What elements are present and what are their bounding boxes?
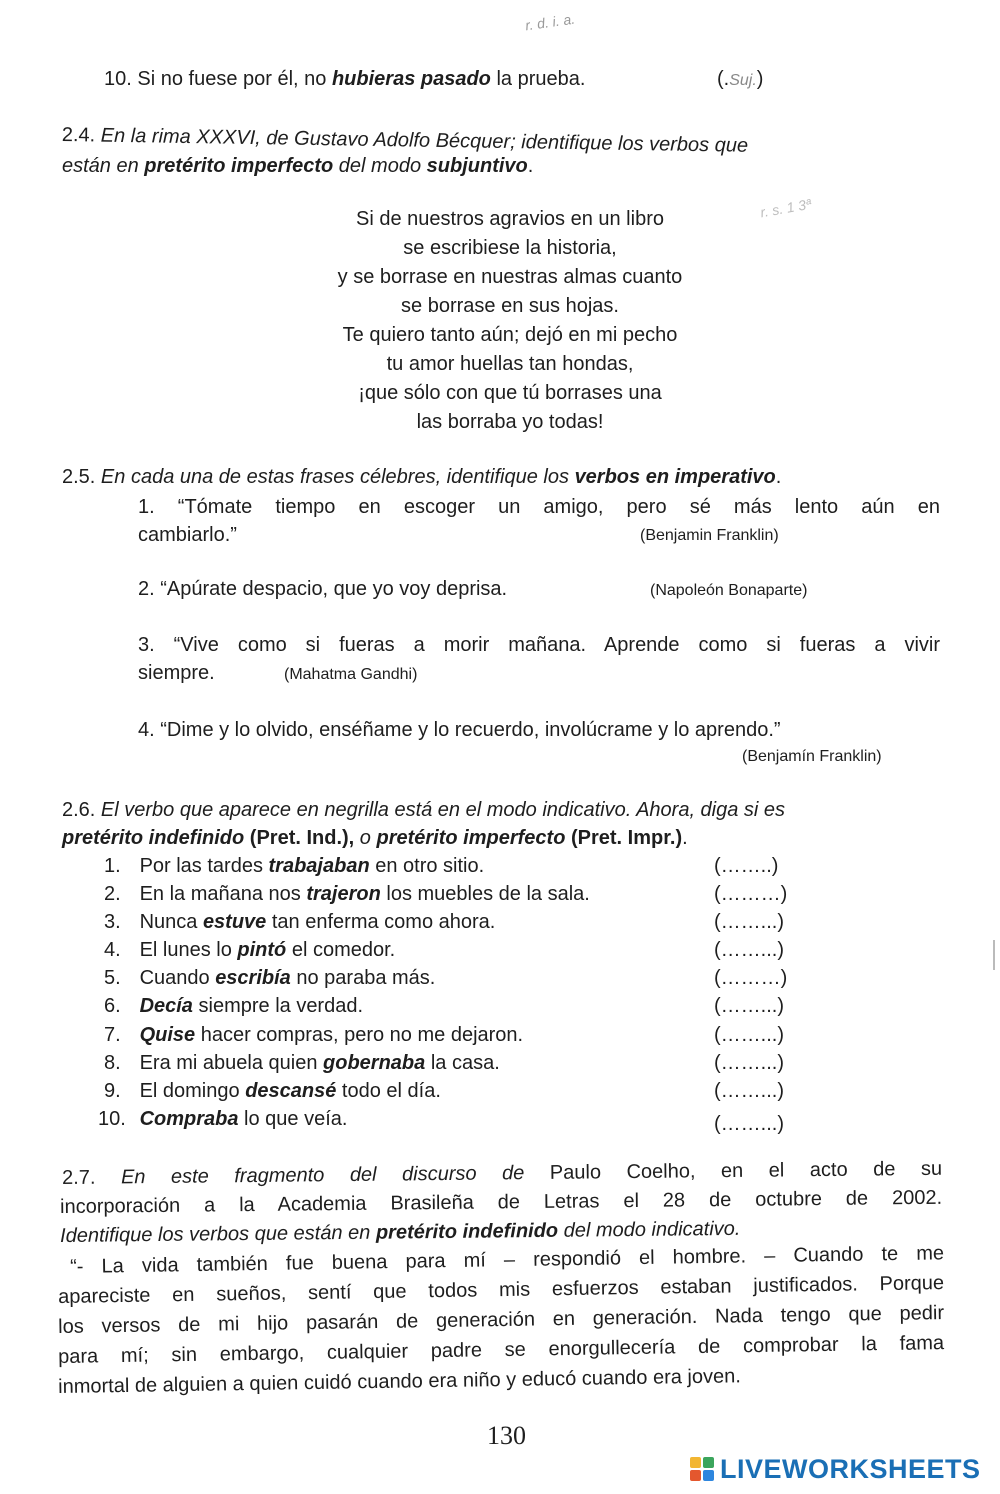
answer-blank[interactable]: (……...)	[714, 1080, 784, 1102]
poem-line: tu amor huellas tan hondas,	[386, 353, 634, 375]
section-2-7-bold: pretérito indefinido	[375, 1219, 559, 1244]
item-10-before: Si no fuese por él, no	[137, 68, 327, 90]
quote-3-author: (Mahatma Gandhi)	[284, 666, 418, 683]
item-verb: estuve	[202, 911, 267, 933]
section-2-7-text-c: Identifique los verbos que están en	[60, 1221, 371, 1247]
coelho-quote-line: para mí; sin embargo, cualquier padre se enorgullecería de comprobar la fama	[58, 1332, 945, 1368]
logo-square-icon	[690, 1470, 701, 1481]
quote-4-author: (Benjamín Franklin)	[742, 748, 882, 765]
item-verb: gobernaba	[323, 1052, 426, 1074]
quote-1-author: (Benjamin Franklin)	[640, 527, 779, 544]
item-verb: Decía	[139, 995, 193, 1017]
header-scribble: r. d. i. a.	[524, 10, 576, 34]
section-2-5-end: .	[775, 466, 782, 488]
poem-line: ¡que sólo con que tú borrases una	[358, 382, 662, 404]
item-text-after: el comedor.	[291, 939, 396, 961]
liveworksheets-logo-icon	[690, 1457, 714, 1481]
section-2-4-end: .	[527, 155, 534, 177]
answer-blank[interactable]: (……...)	[714, 995, 784, 1017]
coelho-quote-line: inmortal de alguien a quien cuidó cuando era niño y educó cuando era joven.	[58, 1365, 741, 1398]
item-number: 6.	[104, 995, 121, 1017]
section-2-7-title-line-3	[60, 1218, 741, 1248]
section-2-5-text: En cada una de estas frases célebres, identifique los	[100, 466, 569, 488]
quote-4: 4. “Dime y lo olvido, enséñame y lo recuerdo, involúcrame y lo aprendo.”	[138, 719, 781, 741]
item-text-after: hacer compras, pero no me dejaron.	[200, 1024, 524, 1046]
poem-line: las borraba yo todas!	[416, 411, 604, 433]
quote-3-line-1: 3. “Vive como si fueras a morir mañana. Aprende como si fueras a vivir	[138, 634, 940, 656]
item-number: 5.	[104, 967, 121, 989]
quote-2-author: (Napoleón Bonaparte)	[650, 582, 808, 599]
section-2-5-bold: verbos en imperativo	[574, 466, 776, 488]
quote-1-line-2: cambiarlo.”	[138, 524, 237, 546]
quote-2: 2. “Apúrate despacio, que yo voy deprisa.	[138, 578, 508, 600]
section-2-5-number: 2.5.	[62, 466, 96, 488]
item-verb: trabajaban	[268, 855, 370, 877]
answer-blank[interactable]: (……...)	[714, 1052, 784, 1074]
exercise-item	[104, 939, 395, 962]
label-pret-ind-abbr: (Pret. Ind.),	[249, 827, 355, 849]
item-number: 10.	[98, 1108, 126, 1130]
item-10-handwritten-answer: Suj.	[729, 72, 757, 89]
item-10-line	[104, 68, 585, 91]
item-number: 7.	[104, 1024, 121, 1046]
item-text-before: Era mi abuela quien	[139, 1052, 318, 1074]
item-verb: Quise	[139, 1024, 196, 1046]
item-text-after: en otro sitio.	[375, 855, 485, 877]
section-2-4-number: 2.4.	[61, 124, 96, 147]
poem-rima-xxxvi	[300, 205, 720, 437]
item-10-number: 10.	[104, 68, 132, 90]
exercise-item	[104, 995, 363, 1018]
section-2-6-title	[62, 799, 785, 822]
item-verb: Compraba	[139, 1108, 239, 1130]
poem-line: y se borrase en nuestras almas cuanto	[337, 266, 683, 288]
item-text-before: En la mañana nos	[139, 883, 301, 905]
section-2-4-text-a: están en	[62, 155, 139, 177]
poem-line: Te quiero tanto aún; dejó en mi pecho	[342, 324, 678, 346]
section-2-7-text-a: En este fragmento del discurso de	[120, 1162, 525, 1189]
item-text-before: Nunca	[139, 911, 198, 933]
item-text-after: lo que veía.	[244, 1108, 348, 1130]
exercise-item	[104, 883, 590, 906]
item-text-after: no paraba más.	[296, 967, 436, 989]
answer-blank[interactable]: (………)	[714, 883, 788, 905]
quote-1-line-1: 1. “Tómate tiempo en escoger un amigo, pero sé más lento aún en	[138, 496, 940, 518]
exercise-item	[104, 967, 435, 990]
section-2-5-title	[62, 466, 781, 489]
section-2-7-text-b: Paulo Coelho, en el acto de su	[549, 1157, 943, 1184]
item-number: 4.	[104, 939, 121, 961]
item-verb: pintó	[237, 939, 287, 961]
coelho-quote-line: “- La vida también fue buena para mí – respondió el hombre. – Cuando te me	[70, 1242, 945, 1278]
item-number: 3.	[104, 911, 121, 933]
item-text-after: tan enferma como ahora.	[271, 911, 496, 933]
item-text-after: la casa.	[430, 1052, 500, 1074]
page-number: 130	[487, 1421, 526, 1450]
item-text-before: Por las tardes	[139, 855, 263, 877]
section-2-4-bold-mode: subjuntivo	[426, 155, 528, 177]
item-number: 9.	[104, 1080, 121, 1102]
label-end: .	[682, 827, 688, 849]
item-verb: descansé	[245, 1080, 337, 1102]
exercise-item	[104, 911, 495, 934]
section-2-4-text-b: del modo	[338, 155, 422, 177]
quote-3-line-2: siempre.	[138, 662, 215, 684]
section-2-6-subtitle	[62, 827, 688, 850]
section-2-6-instructions: El verbo que aparece en negrilla está en el modo indicativo. Ahora, diga si es	[100, 799, 786, 821]
section-2-4-bold-tense: pretérito imperfecto	[144, 155, 334, 177]
exercise-item	[98, 1108, 347, 1131]
label-pret-indefinido: pretérito indefinido	[62, 827, 245, 849]
item-10-after: la prueba.	[496, 68, 586, 90]
exercise-item	[104, 1080, 441, 1103]
exercise-item	[104, 855, 484, 878]
item-number: 1.	[104, 855, 121, 877]
section-2-7-title-line-2: incorporación a la Academia Brasileña de Letras el 28 de octubre de 2002.	[60, 1186, 943, 1218]
liveworksheets-logo[interactable]	[690, 1452, 981, 1486]
item-text-after: todo el día.	[341, 1080, 441, 1102]
answer-blank[interactable]: (……...)	[714, 911, 784, 933]
item-verb: trajeron	[306, 883, 381, 905]
answer-blank[interactable]: (……...)	[714, 939, 784, 961]
section-2-7-number: 2.7.	[62, 1166, 96, 1189]
item-text-before: El lunes lo	[139, 939, 232, 961]
answer-blank[interactable]: (………)	[714, 967, 788, 989]
section-2-7-title-line-1	[62, 1158, 942, 1190]
poem-line: Si de nuestros agravios en un libro	[356, 208, 664, 230]
label-o: o	[359, 827, 371, 849]
logo-square-icon	[703, 1457, 714, 1468]
poem-line: se escribiese la historia,	[403, 237, 617, 259]
margin-note: r. s. 1 3ª	[759, 195, 813, 221]
item-10-answer[interactable]	[717, 68, 763, 91]
item-text-after: siempre la verdad.	[198, 995, 364, 1017]
coelho-quote-line: apareciste en sueños, sentí que todos mis esfuerzos estaban justificados. Porque	[58, 1272, 945, 1308]
section-2-4-subtitle	[62, 155, 533, 178]
label-pret-imperfecto: pretérito imperfecto	[376, 827, 566, 849]
item-text-after: los muebles de la sala.	[386, 883, 590, 905]
answer-blank[interactable]: (……...)	[714, 1024, 784, 1046]
item-number: 8.	[104, 1052, 121, 1074]
label-pret-impr-abbr: (Pret. Impr.)	[570, 827, 683, 849]
section-2-6-number: 2.6.	[62, 799, 96, 821]
section-2-4-line1: En la rima XXXVI, de Gustavo Adolfo Bécquer; identifique los verbos que	[100, 124, 749, 157]
coelho-quote-line: los versos de mi hijo pasarán de generación en generación. Nada tengo que pedir	[58, 1302, 945, 1338]
item-text-before: El domingo	[139, 1080, 240, 1102]
item-number: 2.	[104, 883, 121, 905]
poem-line: se borrase en sus hojas.	[401, 295, 619, 317]
item-10-answer-close: )	[756, 68, 764, 90]
section-2-4-title	[62, 124, 749, 158]
item-10-verb: hubieras pasado	[331, 68, 491, 90]
answer-blank[interactable]: (……...)	[714, 1113, 784, 1135]
answer-blank[interactable]: (……..)	[714, 855, 779, 877]
item-verb: escribía	[215, 967, 291, 989]
logo-square-icon	[703, 1470, 714, 1481]
scan-edge-mark	[993, 940, 995, 970]
item-text-before: Cuando	[139, 967, 210, 989]
exercise-item	[104, 1052, 500, 1075]
liveworksheets-logo-text: LIVEWORKSHEETS	[720, 1453, 981, 1484]
section-2-7-text-d: del modo indicativo.	[563, 1217, 741, 1242]
exercise-item	[104, 1024, 523, 1047]
logo-square-icon	[690, 1457, 701, 1468]
item-10-answer-open: (.	[717, 68, 730, 90]
